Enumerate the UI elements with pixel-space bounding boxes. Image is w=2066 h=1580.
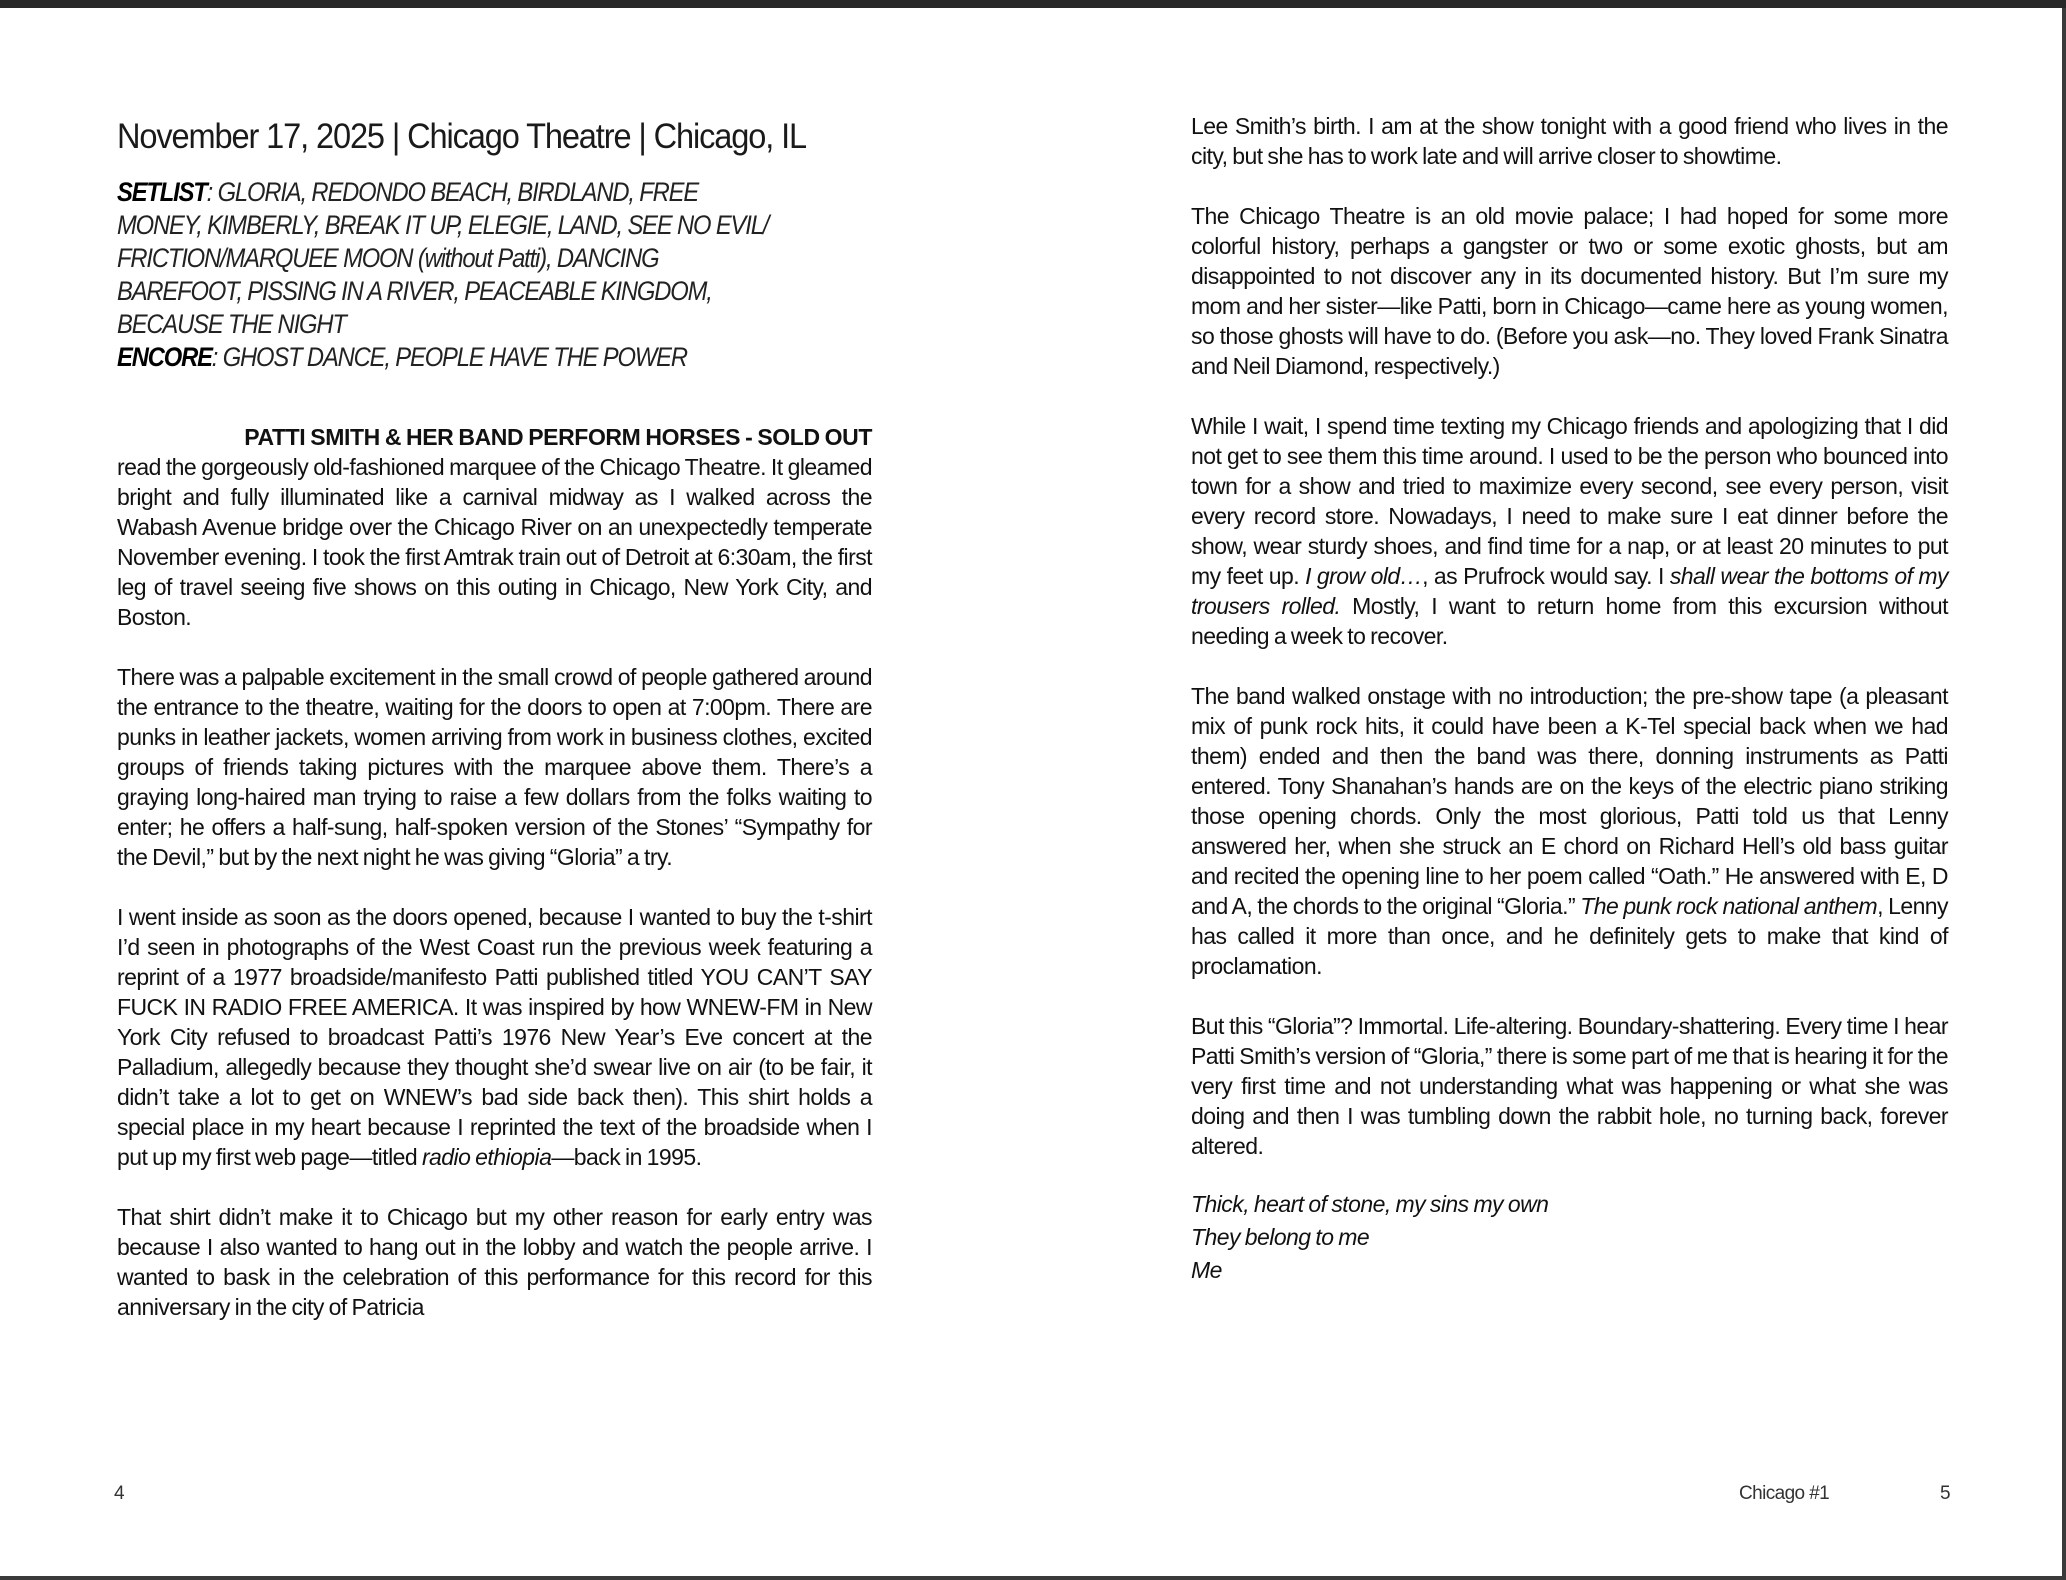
lyric-line: Thick, heart of stone, my sins my own — [1191, 1191, 1549, 1217]
right-frame-border — [2062, 8, 2066, 1580]
setlist-label: SETLIST — [117, 177, 207, 207]
lyric-line: They belong to me — [1191, 1224, 1370, 1250]
paragraph: There was a palpable excitement in the small crowd of people gathered around the entrance to the theatre, waiting for the doors to open at 7:00pm. There are punks in leather jackets, women arriving from work in business clothes, excited groups of friends taking pictures with the marquee above them. There’s a graying long-haired man trying to raise a few dollars from the folks waiting to enter; he offers a half-sung, half-spoken version of the Stones’ “Sympathy for the Devil,” but by the next night he was giving “Gloria” a try. — [117, 664, 872, 870]
lyric-quote — [1191, 1188, 1948, 1287]
setlist-block — [117, 176, 821, 374]
page-number-left: 4 — [114, 1483, 124, 1504]
setlist-line: SETLIST: GLORIA, REDONDO BEACH, BIRDLAND, FREE — [117, 177, 699, 207]
paragraph: That shirt didn’t make it to Chicago but my other reason for early entry was because I also wanted to hang out in the lobby and watch the people arrive. I wanted to bask in the celebration of this performance for this record for this anniversary in the city of Patricia — [117, 1204, 872, 1320]
running-head: Chicago #1 — [1739, 1483, 1830, 1504]
top-frame-bar — [0, 0, 2066, 8]
paragraph: The Chicago Theatre is an old movie palace; I had hoped for some more colorful history, perhaps a gangster or two or some exotic ghosts, but am disappointed to not discover any in its documented history. But I’m sure my mom and her sister—like Patti, born in Chicago—came here as young women, so those ghosts will have to do. (Before you ask—no. They loved Frank Sinatra and Neil Diamond, respectively.) — [1191, 203, 1948, 379]
setlist-line: BAREFOOT, PISSING IN A RIVER, PEACEABLE KINGDOM, — [117, 276, 712, 306]
article-body-left — [117, 422, 872, 1352]
paragraph: The band walked onstage with no introduction; the pre-show tape (a pleasant mix of punk rock hits, it could have been a K-Tel special back when we had them) ended and then the band was there, donning instruments as Patti entered. Tony Shanahan’s hands are on the keys of the electric piano striking those opening chords. Only the most glorious, Patti told us that Lenny answered her, when she struck an E chord on Richard Hell’s old bass guitar and recited the opening line to her poem called “Oath.” He answered with E, D and A, the chords to the original “Gloria.” The punk rock national anthem, Lenny has called it more than once, and he definitely gets to make that kind of proclamation. — [1191, 683, 1948, 979]
paragraph: I went inside as soon as the doors opened, because I wanted to buy the t-shirt I’d seen in photographs of the West Coast run the previous week featuring a reprint of a 1977 broadside/manifesto Patti published titled YOU CAN’T SAY FUCK IN RADIO FREE AMERICA. It was inspired by how WNEW-FM in New York City refused to broadcast Patti’s 1976 New Year’s Eve concert at the Palladium, allegedly because they thought she’d swear live on air (to be fair, it didn’t take a lot to get on WNEW’s bad side back then). This shirt holds a special place in my heart because I reprinted the text of the broadside when I put up my first web page—titled radio ethiopia—back in 1995. — [117, 904, 872, 1170]
paragraph: Lee Smith’s birth. I am at the show tonight with a good friend who lives in the city, but she has to work late and will arrive closer to showtime. — [1191, 113, 1948, 169]
paragraph: But this “Gloria”? Immortal. Life-altering. Boundary-shattering. Every time I hear Patti Smith’s version of “Gloria,” there is some part of me that is hearing it for the very first time and not understanding what was happening or what she was doing and then I was tumbling down the rabbit hole, no turning back, forever altered. — [1191, 1013, 1948, 1159]
setlist-line: BECAUSE THE NIGHT — [117, 309, 346, 339]
page-number-right: 5 — [1940, 1483, 1950, 1504]
setlist-line: FRICTION/MARQUEE MOON (without Patti), DANCING — [117, 243, 659, 273]
marquee-headline: PATTI SMITH & HER BAND PERFORM HORSES - SOLD OUT — [244, 424, 872, 450]
setlist-line: MONEY, KIMBERLY, BREAK IT UP, ELEGIE, LAND, SEE NO EVIL/ — [117, 210, 769, 240]
lyric-line: Me — [1191, 1257, 1222, 1283]
paragraph: PATTI SMITH & HER BAND PERFORM HORSES - SOLD OUT read the gorgeously old-fashioned marquee of the Chicago Theatre. It gleamed bright and fully illuminated like a carnival midway as I walked across the Wabash Avenue bridge over the Chicago River on an unexpectedly temperate November evening. I took the first Amtrak train out of Detroit at 6:30am, the first leg of travel seeing five shows on this outing in Chicago, New York City, and Boston. — [117, 424, 872, 630]
encore-label: ENCORE — [117, 342, 212, 372]
concert-title: November 17, 2025 | Chicago Theatre | Chicago, IL — [117, 117, 807, 156]
encore-line: ENCORE: GHOST DANCE, PEOPLE HAVE THE POWER — [117, 342, 687, 372]
right-page — [1191, 111, 1948, 1287]
bottom-frame-border — [0, 1576, 2066, 1580]
paragraph: While I wait, I spend time texting my Chicago friends and apologizing that I did not get to see them this time around. I used to be the person who bounced into town for a show and tried to maximize every second, see every person, visit every record store. Nowadays, I need to make sure I eat dinner before the show, wear sturdy shoes, and find time for a nap, or at least 20 minutes to put my feet up. I grow old…, as Prufrock would say. I shall wear the bottoms of my trousers rolled. Mostly, I want to return home from this excursion without needing a week to recover. — [1191, 413, 1948, 649]
